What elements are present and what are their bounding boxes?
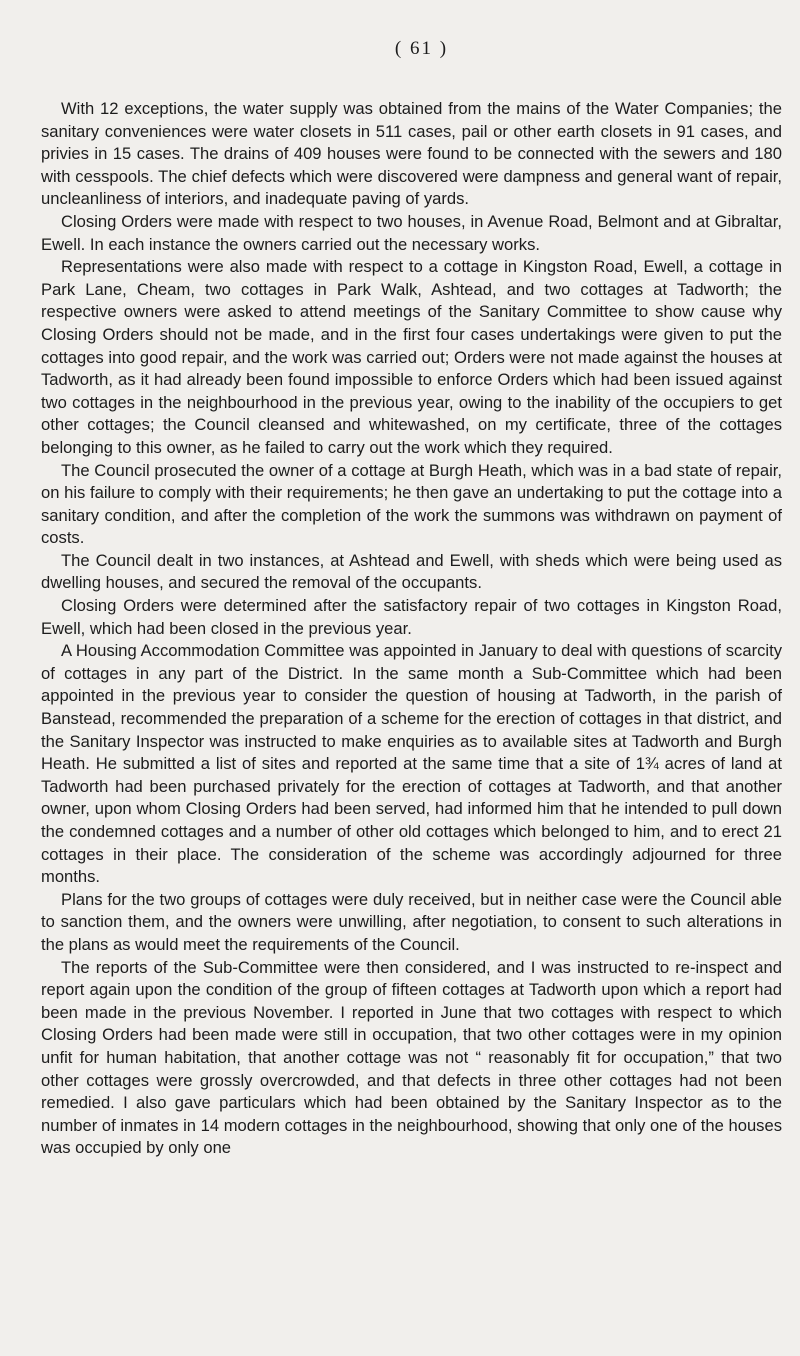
paragraph-closing-orders: Closing Orders were made with respect to two houses, in Avenue Road, Belmont and at Gibraltar, Ewell. In each instance the owners carried out the necessary works. xyxy=(41,211,782,254)
paragraph-prosecution: The Council prosecuted the owner of a cottage at Burgh Heath, which was in a bad state of repair, on his failure to comply with their requirements; he then gave an undertaking to put the cottage into a sanitary condition, and after the completion of the work the summons was withdrawn on payment of costs. xyxy=(41,460,782,548)
paragraph-representations: Representations were also made with respect to a cottage in Kingston Road, Ewell, a cottage in Park Lane, Cheam, two cottages in Park Walk, Ashtead, and two cottages at Tadworth; the respective owners were asked to attend meetings of the Sanitary Committee to show cause why Closing Orders should not be made, and in the first four cases undertakings were given to put the cottages into good repair, and the work was carried out; Orders were not made against the houses at Tadworth, as it had already been found impossible to enforce Orders which had been issued against two cottages in the neighbourhood in the previous year, owing to the inability of the occupiers to get other cottages; the Council cleansed and whitewashed, on my certificate, three of the cottages belonging to this owner, as he failed to carry out the work which they required. xyxy=(41,257,782,457)
paragraph-plans: Plans for the two groups of cottages were duly received, but in neither case were the Council able to sanction them, and the owners were unwilling, after negotiation, to consent to such alterations in the plans as would meet the requirements of the Council. xyxy=(41,889,782,954)
paragraph-water-supply: With 12 exceptions, the water supply was obtained from the mains of the Water Companies; the sanitary conveniences were water closets in 511 cases, pail or other earth closets in 91 cases, and privies in 15 cases. The drains of 409 houses were found to be connected with the sewers and 180 with cesspools. The chief defects which were discovered were dampness and general want of repair, uncleanliness of interiors, and inadequate paving of yards. xyxy=(41,99,782,209)
page-number: ( 61 ) xyxy=(394,38,449,59)
paragraph-sub-committee-reports: The reports of the Sub-Committee were then considered, and I was instructed to re-inspect and report again upon the condition of the group of fifteen cottages at Tadworth upon which a report had been made in the previous November. I reported in June that two cottages with respect to which Closing Orders had been made were still in occupation, that two other cottages were in my opinion unfit for human habitation, that another cottage was not “ reasonably fit for occupation,” that two other cottages were grossly overcrowded, and that defects in three other cottages had not been remedied. I also gave particulars which had been obtained by the Sanitary Inspector as to the number of inmates in 14 modern cottages in the neighbourhood, showing that only one of the houses was occupied by only one xyxy=(41,957,782,1158)
paragraph-housing-committee: A Housing Accommodation Committee was appointed in January to deal with questions of scarcity of cottages in any part of the District. In the same month a Sub-Committee which had been appointed in the previous year to consider the question of housing at Tadworth, in the parish of Banstead, recommended the preparation of a scheme for the erection of cottages in that district, and the Sanitary Inspector was instructed to make enquiries as to available sites at Tadworth and Burgh Heath. He submitted a list of sites and reported at the same time that a site of 1¾ acres of land at Tadworth had been purchased privately for the erection of cottages at Tadworth, and that another owner, upon whom Closing Orders had been served, had informed him that he intended to pull down the condemned cottages and a number of other old cottages which belonged to him, and to erect 21 cottages in their place. The consideration of the scheme was accordingly adjourned for three months. xyxy=(41,641,782,887)
paragraph-sheds: The Council dealt in two instances, at Ashtead and Ewell, with sheds which were being used as dwelling houses, and secured the removal of the occupants. xyxy=(41,550,782,593)
paragraph-orders-determined: Closing Orders were determined after the satisfactory repair of two cottages in Kingston Road, Ewell, which had been closed in the previous year. xyxy=(41,596,782,638)
